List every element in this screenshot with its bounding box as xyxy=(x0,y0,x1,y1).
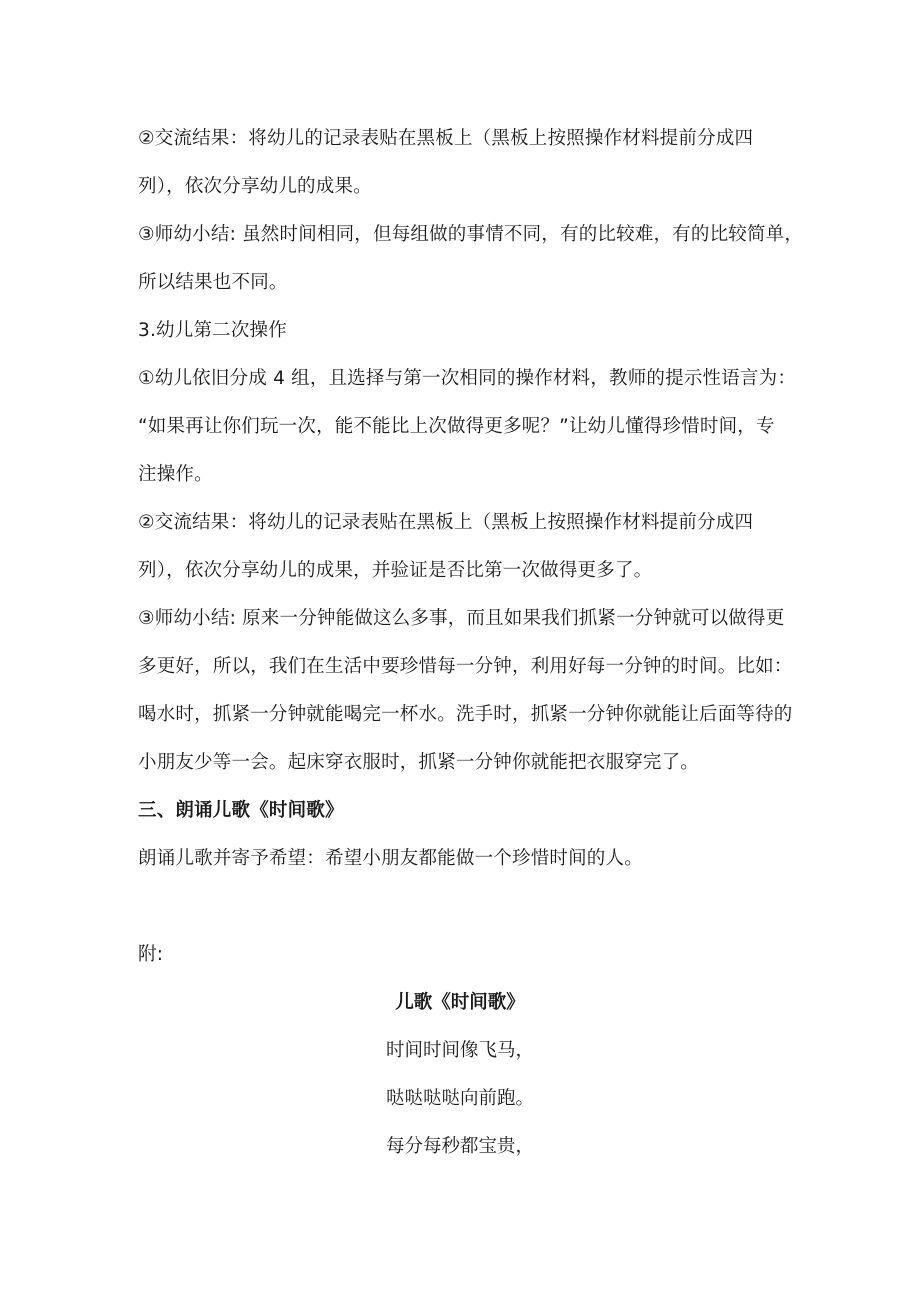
paragraph-line: 多更好，所以，我们在生活中要珍惜每一分钟，利用好每一分钟的时间。比如： xyxy=(138,656,793,677)
poem-line: 哒哒哒哒向前跑。 xyxy=(385,1088,534,1109)
paragraph-line: ③师幼小结: 原来一分钟能做这么多事，而且如果我们抓紧一分钟就可以做得更 xyxy=(138,608,785,629)
paragraph-line: 列），依次分享幼儿的成果。 xyxy=(138,176,372,197)
paragraph-line: 朗诵儿歌并寄予希望：希望小朋友都能做一个珍惜时间的人。 xyxy=(138,848,643,869)
paragraph-line: ②交流结果：将幼儿的记录表贴在黑板上（黑板上按照操作材料提前分成四 xyxy=(138,512,754,533)
section-heading: 三、朗诵儿歌《时间歌》 xyxy=(138,800,344,821)
paragraph-line: 小朋友少等一会。起床穿衣服时，抓紧一分钟你就能把衣服穿完了。 xyxy=(138,752,700,773)
paragraph-line: 喝水时，抓紧一分钟就能喝完一杯水。洗手时，抓紧一分钟你就能让后面等待的 xyxy=(138,704,793,725)
paragraph-line: ①幼儿依旧分成 4 组，且选择与第一次相同的操作材料，教师的提示性语言为： xyxy=(138,368,797,389)
paragraph-line: ②交流结果：将幼儿的记录表贴在黑板上（黑板上按照操作材料提前分成四 xyxy=(138,128,754,149)
poem-line: 每分每秒都宝贵， xyxy=(385,1136,534,1157)
poem-title: 儿歌《时间歌》 xyxy=(395,992,525,1013)
paragraph-line: “如果再让你们玩一次，能不能比上次做得更多呢？”让幼儿懂得珍惜时间，专 xyxy=(138,416,775,437)
paragraph-line: 列），依次分享幼儿的成果，并验证是否比第一次做得更多了。 xyxy=(138,560,653,581)
appendix-label: 附: xyxy=(138,944,164,965)
step-heading: 3.幼儿第二次操作 xyxy=(138,320,287,341)
poem-line: 时间时间像飞马， xyxy=(385,1040,534,1061)
paragraph-line: ③师幼小结: 虽然时间相同，但每组做的事情不同，有的比较难，有的比较简单， xyxy=(138,224,804,245)
paragraph-line: 所以结果也不同。 xyxy=(138,272,288,293)
paragraph-line: 注操作。 xyxy=(138,464,213,485)
